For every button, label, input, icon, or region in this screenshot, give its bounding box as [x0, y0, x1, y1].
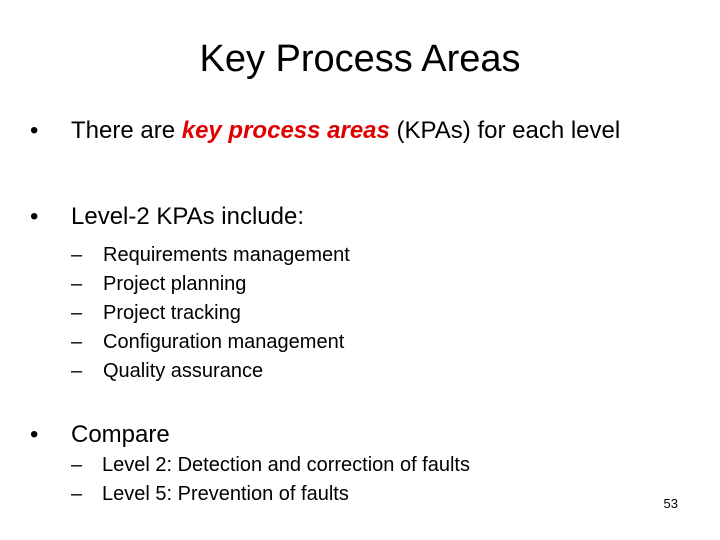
- list-item: [71, 357, 350, 386]
- bullet-text: [71, 117, 680, 145]
- list-item: [71, 299, 350, 328]
- bullet-text-pre: There are: [71, 117, 182, 144]
- list-item-text: Project planning: [103, 273, 247, 295]
- level2-kpa-list: [71, 241, 350, 386]
- key-process-areas-keyword: key process areas: [181, 117, 390, 144]
- list-item-text: Quality assurance: [103, 360, 264, 382]
- list-item: [71, 328, 350, 357]
- slide-title: Key Process Areas: [199, 38, 521, 80]
- list-item-text: Level 5: Prevention of faults: [102, 483, 349, 505]
- bullet-kpa-definition: [30, 117, 680, 145]
- bullet-level2-kpas: [30, 203, 304, 231]
- bullet-text: Compare: [71, 421, 170, 448]
- bullet-dot: •: [30, 117, 39, 144]
- list-item: [71, 241, 350, 270]
- dash-marker: –: [71, 454, 83, 476]
- list-item: [71, 451, 470, 480]
- bullet-compare: [30, 421, 170, 449]
- list-item-text: Configuration management: [103, 331, 345, 353]
- dash-marker: –: [71, 331, 83, 353]
- list-item: [71, 480, 470, 509]
- bullet-text-post: (KPAs) for each level: [389, 117, 621, 144]
- dash-marker: –: [71, 483, 83, 505]
- dash-marker: –: [71, 360, 83, 382]
- bullet-dot: •: [30, 421, 39, 448]
- dash-marker: –: [71, 302, 83, 324]
- page-number: 53: [663, 496, 678, 511]
- bullet-text: Level-2 KPAs include:: [71, 203, 305, 230]
- bullet-dot: •: [30, 203, 39, 230]
- list-item-text: Project tracking: [103, 302, 241, 324]
- list-item-text: Level 2: Detection and correction of faults: [102, 454, 470, 476]
- list-item: [71, 270, 350, 299]
- list-item-text: Requirements management: [103, 244, 350, 266]
- compare-list: [71, 451, 470, 509]
- dash-marker: –: [71, 244, 83, 266]
- dash-marker: –: [71, 273, 83, 295]
